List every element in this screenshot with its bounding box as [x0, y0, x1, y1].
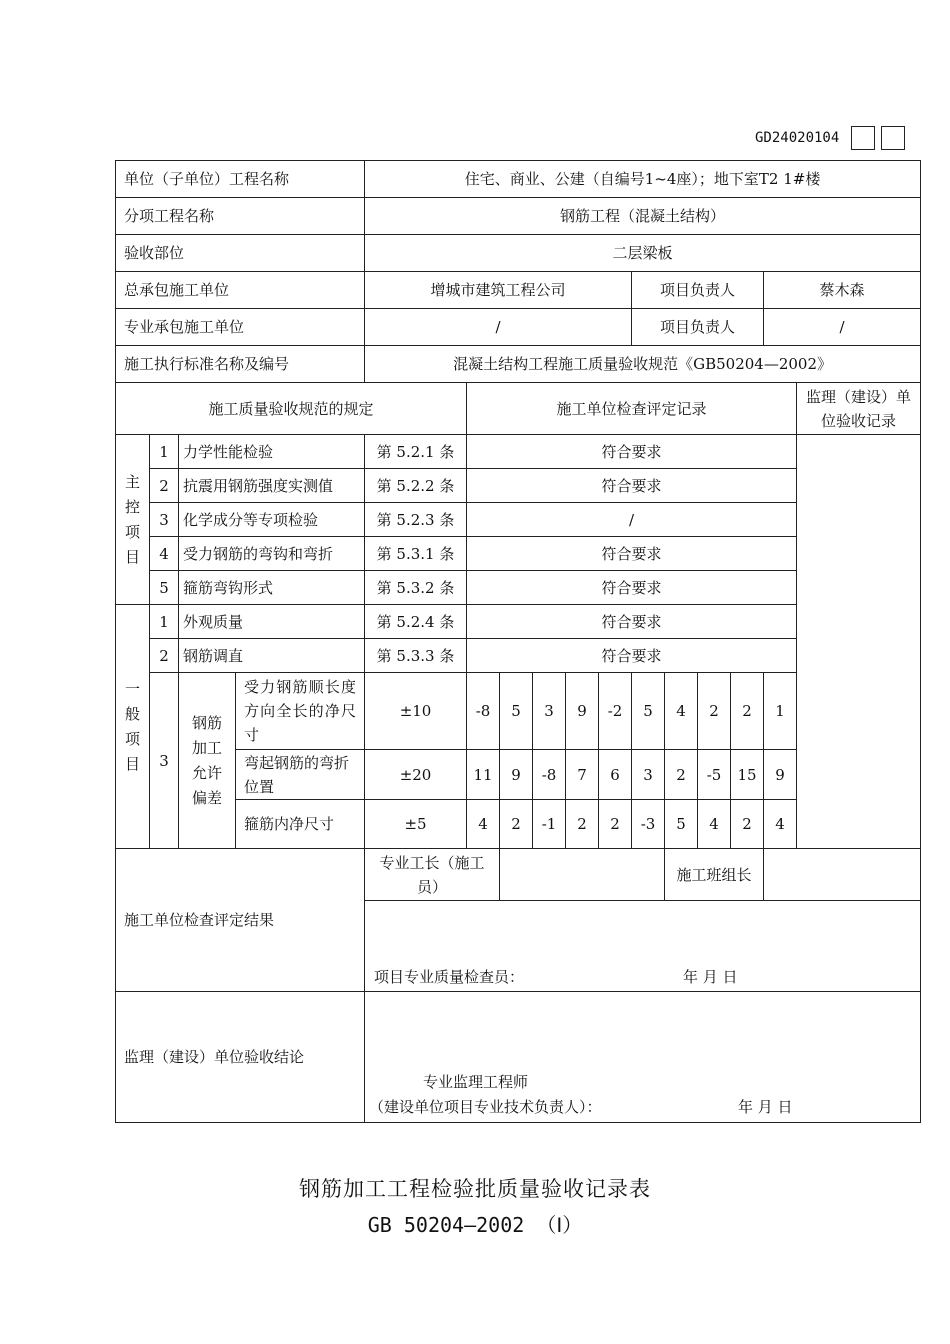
- team-leader-signature-cell: [764, 849, 921, 901]
- tolerance-value: ±5: [365, 800, 467, 849]
- general-char-2: 般: [124, 704, 140, 723]
- measurement: -5: [698, 750, 731, 800]
- item-result: 符合要求: [467, 571, 797, 605]
- item-no: 4: [150, 537, 179, 571]
- general-contractor-label: 总承包施工单位: [116, 272, 365, 309]
- measurement: 3: [533, 673, 566, 750]
- measurement: -3: [632, 800, 665, 849]
- measurement: 4: [467, 800, 500, 849]
- supervisor-record-header: 监理（建设）单位验收记录: [797, 383, 921, 435]
- tolerance-label-line-2: 加工: [191, 738, 222, 757]
- special-pm-value: /: [764, 309, 921, 346]
- measurement: -8: [533, 750, 566, 800]
- main-control-char-1: 主: [124, 472, 140, 491]
- standard-value: 混凝土结构工程施工质量验收规范《GB50204—2002》: [365, 346, 921, 383]
- item-clause: 第 5.3.3 条: [365, 639, 467, 673]
- general-pm-value: 蔡木森: [764, 272, 921, 309]
- main-control-char-2: 控: [124, 497, 140, 516]
- tolerance-item-name: 受力钢筋顺长度方向全长的净尺寸: [236, 673, 365, 750]
- contractor-result-label: 施工单位检查评定结果: [116, 849, 365, 992]
- measurement: 9: [500, 750, 533, 800]
- supervisor-engineer-label: 专业监理工程师: [423, 1073, 529, 1091]
- contractor-record-header: 施工单位检查评定记录: [467, 383, 797, 435]
- item-result: /: [467, 503, 797, 537]
- measurement: 11: [467, 750, 500, 800]
- tolerance-label-line-3: 允许: [191, 763, 222, 782]
- measurement: -2: [599, 673, 632, 750]
- measurement: -1: [533, 800, 566, 849]
- measurement: 2: [665, 750, 698, 800]
- item-name: 钢筋调直: [179, 639, 365, 673]
- item-name: 箍筋弯钩形式: [179, 571, 365, 605]
- main-control-char-3: 项: [124, 522, 140, 541]
- supervisor-result-label: 监理（建设）单位验收结论: [116, 992, 365, 1123]
- item-clause: 第 5.3.1 条: [365, 537, 467, 571]
- measurement: 2: [599, 800, 632, 849]
- item-name: 外观质量: [179, 605, 365, 639]
- supervisor-record-cell: [797, 435, 921, 849]
- item-name: 抗震用钢筋强度实测值: [179, 469, 365, 503]
- special-contractor-value: /: [365, 309, 632, 346]
- item-no: 3: [150, 503, 179, 537]
- item-no: 1: [150, 435, 179, 469]
- form-title: 钢筋加工工程检验批质量验收记录表: [299, 1177, 651, 1201]
- item-name: 受力钢筋的弯钩和弯折: [179, 537, 365, 571]
- measurement: 5: [632, 673, 665, 750]
- doc-code: GD24020104: [755, 130, 840, 146]
- acceptance-part-value: 二层梁板: [365, 235, 921, 272]
- item-result: 符合要求: [467, 605, 797, 639]
- special-contractor-label: 专业承包施工单位: [116, 309, 365, 346]
- tolerance-value: ±10: [365, 673, 467, 750]
- item-clause: 第 5.2.1 条: [365, 435, 467, 469]
- measurement: 9: [764, 750, 797, 800]
- inspector-date: 年 月 日: [683, 968, 738, 986]
- item-result: 符合要求: [467, 469, 797, 503]
- unit-project-value: 住宅、商业、公建（自编号1~4座）；地下室T2 1#楼: [365, 161, 921, 198]
- measurement: 1: [764, 673, 797, 750]
- tolerance-value: ±20: [365, 750, 467, 800]
- item-result: 符合要求: [467, 639, 797, 673]
- main-control-group-label: [116, 435, 150, 605]
- measurement: 2: [500, 800, 533, 849]
- measurement: 5: [500, 673, 533, 750]
- measurement: 7: [566, 750, 599, 800]
- measurement: 4: [764, 800, 797, 849]
- item-no: 2: [150, 639, 179, 673]
- item-clause: 第 5.3.2 条: [365, 571, 467, 605]
- form-standard: GB 50204—2002 （Ⅰ）: [367, 1213, 583, 1237]
- tolerance-item-name: 箍筋内净尺寸: [236, 800, 365, 849]
- general-char-1: 一: [124, 679, 140, 698]
- team-leader-label: 施工班组长: [665, 849, 764, 901]
- item-result: 符合要求: [467, 537, 797, 571]
- foreman-signature-cell: [500, 849, 665, 901]
- measurement: 2: [731, 800, 764, 849]
- general-contractor-value: 增城市建筑工程公司: [365, 272, 632, 309]
- measurement: 9: [566, 673, 599, 750]
- general-pm-label: 项目负责人: [632, 272, 764, 309]
- item-clause: 第 5.2.2 条: [365, 469, 467, 503]
- item-no: 1: [150, 605, 179, 639]
- item-result: 符合要求: [467, 435, 797, 469]
- measurement: 2: [566, 800, 599, 849]
- supervisor-owner-label: （建设单位项目专业技术负责人）：: [369, 1098, 602, 1116]
- measurement: 4: [665, 673, 698, 750]
- general-char-3: 项: [124, 729, 140, 748]
- inspector-label: 项目专业质量检查员：: [374, 968, 525, 986]
- acceptance-record-table: [115, 160, 921, 1123]
- measurement: 2: [698, 673, 731, 750]
- doc-code-line: [755, 124, 905, 152]
- measurement: 6: [599, 750, 632, 800]
- tolerance-item-name: 弯起钢筋的弯折位置: [236, 750, 365, 800]
- code-box-2: [881, 126, 905, 150]
- unit-project-label: 单位（子单位）工程名称: [116, 161, 365, 198]
- tolerance-label-line-4: 偏差: [191, 788, 222, 807]
- sub-project-value: 钢筋工程（混凝土结构）: [365, 198, 921, 235]
- main-control-char-4: 目: [124, 547, 140, 566]
- standard-label: 施工执行标准名称及编号: [116, 346, 365, 383]
- measurement: 15: [731, 750, 764, 800]
- special-pm-label: 项目负责人: [632, 309, 764, 346]
- supervisor-date: 年 月 日: [738, 1098, 793, 1116]
- tolerance-label: [179, 673, 236, 849]
- general-group-label: [116, 605, 150, 849]
- item-no: 2: [150, 469, 179, 503]
- item-name: 化学成分等专项检验: [179, 503, 365, 537]
- measurement: 3: [632, 750, 665, 800]
- acceptance-part-label: 验收部位: [116, 235, 365, 272]
- measurement: 4: [698, 800, 731, 849]
- supervisor-sign-cell: [365, 992, 921, 1123]
- inspector-sign-cell: [365, 901, 921, 992]
- item-name: 力学性能检验: [179, 435, 365, 469]
- spec-header: 施工质量验收规范的规定: [116, 383, 467, 435]
- measurement: 5: [665, 800, 698, 849]
- item-clause: 第 5.2.3 条: [365, 503, 467, 537]
- tolerance-label-line-1: 钢筋: [191, 713, 222, 732]
- tolerance-no: 3: [150, 673, 179, 849]
- measurement: -8: [467, 673, 500, 750]
- foreman-label: 专业工长（施工员）: [365, 849, 500, 901]
- measurement: 2: [731, 673, 764, 750]
- item-no: 5: [150, 571, 179, 605]
- code-box-1: [851, 126, 875, 150]
- general-char-4: 目: [124, 754, 140, 773]
- sub-project-label: 分项工程名称: [116, 198, 365, 235]
- item-clause: 第 5.2.4 条: [365, 605, 467, 639]
